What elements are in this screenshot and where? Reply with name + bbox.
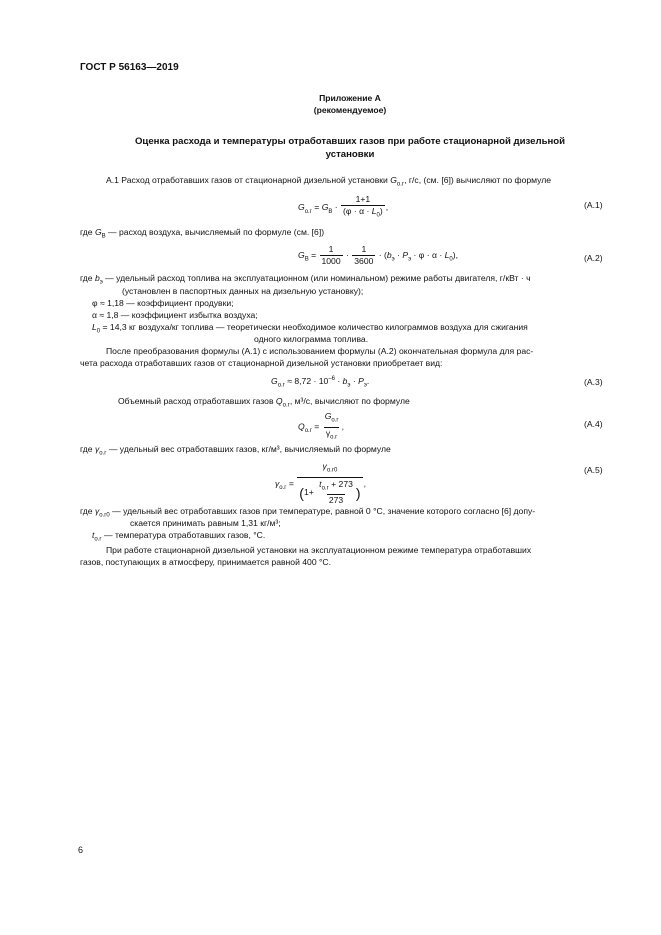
- equation-a4: $Q_{о.г}$ = $\frac{G_{о.г}}{\gamma_{о.г}}$ ,: [298, 411, 344, 443]
- where-be-line2: (установлен в паспортных данных на дизельную установку);: [122, 286, 364, 296]
- appendix-subtitle: (рекомендуемое): [313, 105, 387, 115]
- after-paragraph-line2: чета расхода отработавших газов от стационарной дизельной установки приобретает вид:: [80, 358, 443, 368]
- final-paragraph-line2: газов, поступающих в атмосферу, принимается равной 400 °С.: [80, 557, 332, 567]
- alpha-definition: α ≈ 1,8 — коэффициент избытка воздуха;: [92, 310, 258, 320]
- where-gamma0: где $\gamma_{о.г0}$ — удельный вес отработавших газов при температуре, равной 0 °С, значение которого согласно [6] допу-: [80, 506, 536, 519]
- standard-header: ГОСТ Р 56163—2019: [80, 62, 179, 73]
- where-temperature: $t_{о.г}$ — температура отработавших газов, °С.: [92, 530, 266, 543]
- final-paragraph-line1: При работе стационарной дизельной установки на эксплуатационном режиме температура отработавших: [106, 545, 532, 555]
- equation-number-a5: (А.5): [584, 465, 603, 475]
- equation-number-a4: (А.4): [584, 419, 603, 429]
- equation-a1: $G_{о.г} = G_В$ · $\frac{1+1}{(\varphi \cdot \alpha \cdot L_0)}$ ,: [298, 194, 388, 222]
- phi-definition: φ ≈ 1,18 — коэффициент продувки;: [92, 298, 234, 308]
- section-title-line1: Оценка расхода и температуры отработавших газов при работе стационарной дизельной: [134, 136, 566, 147]
- equation-number-a2: (А.2): [584, 253, 603, 263]
- volume-paragraph: Объемный расход отработавших газов $Q_{о.г}$, м³/с, вычисляют по формуле: [118, 396, 410, 409]
- l0-definition-line2: одного килограмма топлива.: [254, 334, 369, 344]
- where-gamma: где $\gamma_{о.г}$ — удельный вес отработавших газов, кг/м³, вычисляемый по формуле: [80, 444, 391, 457]
- page-number: 6: [78, 845, 84, 855]
- appendix-title: Приложение А: [319, 93, 381, 103]
- where-be: где $b_э$ — удельный расход топлива на эксплуатационном (или номинальном) режиме работы двигателя, г/кВт · ч: [80, 273, 531, 286]
- equation-number-a3: (А.3): [584, 377, 603, 387]
- equation-number-a1: (А.1): [584, 200, 603, 210]
- after-paragraph-line1: После преобразования формулы (А.1) с использованием формулы (А.2) окончательная формула для рас-: [106, 346, 534, 356]
- equation-a2: $G_В$ = $\frac{1}{1000}$ · $\frac{1}{3600}$ · $(b_э \cdot P_э \cdot \varphi \cdot \alpha \cdot L_0)$,: [298, 244, 458, 266]
- l0-definition: $L_0 = 14,3$ кг воздуха/кг топлива — теоретически необходимое количество килограммов воздуха для сжигания: [92, 322, 528, 335]
- where-gamma0-line2: скается принимать равным 1,31 кг/м³;: [130, 518, 281, 528]
- section-title-line2: установки: [325, 149, 375, 160]
- equation-a5: $\gamma_{о.г}$ = $\gamma_{о.г0}$ (1+ $\frac{t_{о.г} + 273}{273}$ ) ,: [275, 461, 366, 506]
- equation-a3: $G_{о.г} \approx 8,72 \cdot 10^{-6} \cdot b_э \cdot P_э$.: [271, 376, 370, 389]
- paragraph-a1: А.1 Расход отработавших газов от стационарной дизельной установки $G_{о.г}$, г/с, (см. [6]) вычисляют по формуле: [106, 175, 552, 188]
- where-gv: где $G_В$ — расход воздуха, вычисляемый по формуле (см. [6]): [80, 227, 325, 240]
